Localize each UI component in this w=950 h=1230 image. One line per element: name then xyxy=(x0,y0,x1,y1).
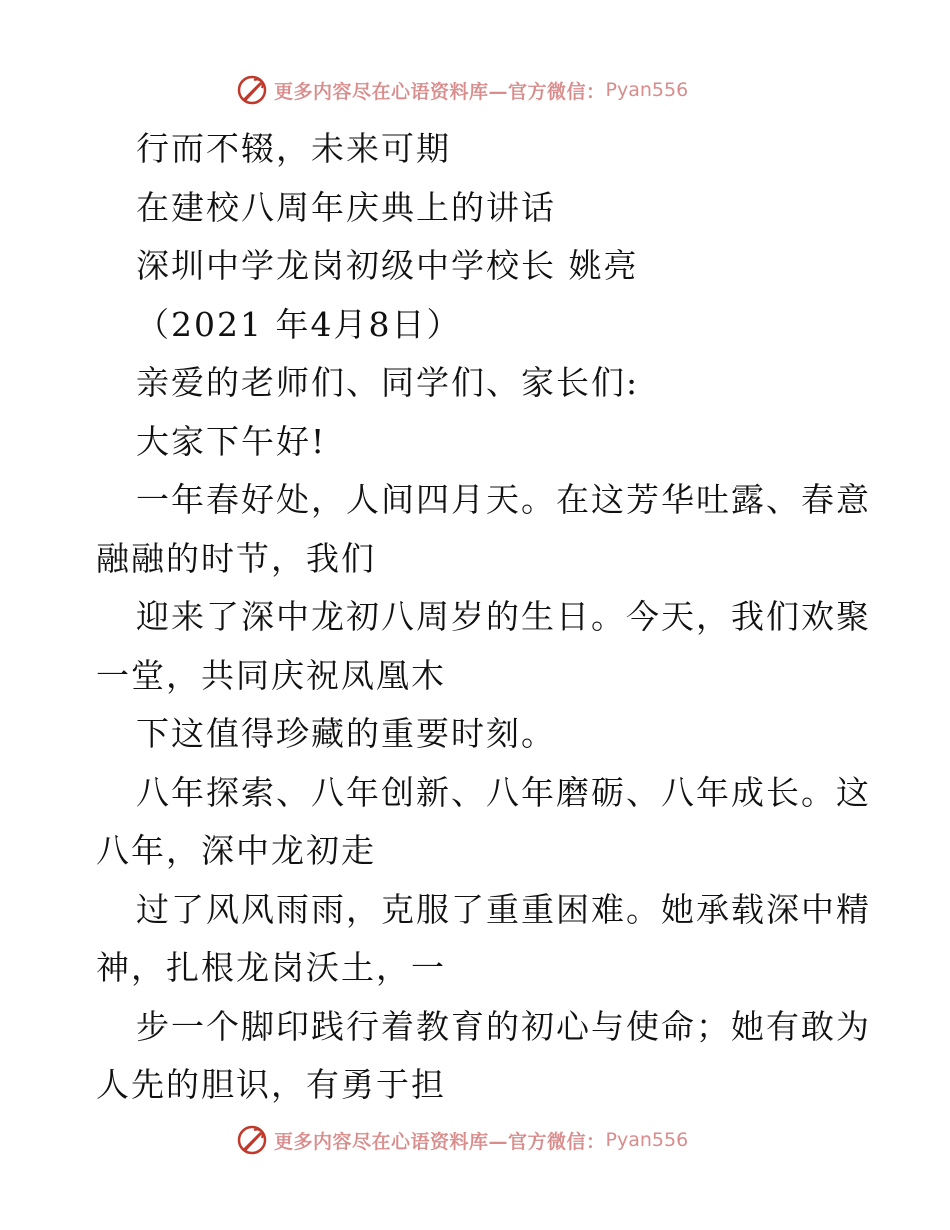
doc-author: 深圳中学龙岗初级中学校长 姚亮 xyxy=(136,246,639,285)
doc-paragraph-line: 八年探索、八年创新、八年磨砺、八年成长。这 xyxy=(136,772,871,812)
doc-date: （2021 年4月8日） xyxy=(136,304,462,344)
quill-logo-icon xyxy=(236,1124,268,1156)
doc-greeting: 亲爱的老师们、同学们、家长们: xyxy=(136,363,640,402)
footer-banner-text: 更多内容尽在心语资料库—官方微信： xyxy=(274,1130,606,1153)
doc-title: 行而不辍，未来可期 xyxy=(136,129,451,168)
doc-paragraph-line: 一年春好处，人间四月天。在这芳华吐露、春意 xyxy=(136,480,871,519)
doc-paragraph-line: 神，扎根龙岗沃土，一 xyxy=(96,948,446,987)
header-banner-text: 更多内容尽在心语资料库—官方微信： xyxy=(274,80,606,103)
doc-paragraph-line: 大家下午好! xyxy=(136,421,327,461)
doc-paragraph-line: 过了风风雨雨，克服了重重困难。她承载深中精 xyxy=(136,889,871,929)
footer-banner xyxy=(236,1122,688,1158)
doc-paragraph-line: 融融的时节，我们 xyxy=(96,538,376,578)
doc-subtitle: 在建校八周年庆典上的讲话 xyxy=(136,187,556,227)
doc-paragraph-line: 步一个脚印践行着教育的初心与使命；她有敢为 xyxy=(136,1006,871,1046)
doc-paragraph-line: 迎来了深中龙初八周岁的生日。今天，我们欢聚 xyxy=(136,597,871,636)
doc-paragraph-line: 一堂，共同庆祝凤凰木 xyxy=(96,655,446,695)
header-banner xyxy=(236,72,688,108)
doc-paragraph-line: 八年，深中龙初走 xyxy=(96,831,376,870)
document-body xyxy=(96,120,871,1115)
quill-logo-icon xyxy=(236,74,268,106)
footer-wechat-id: Pyan556 xyxy=(605,1129,689,1151)
header-wechat-id: Pyan556 xyxy=(605,79,689,101)
doc-paragraph-line: 人先的胆识，有勇于担 xyxy=(96,1065,446,1104)
doc-paragraph-line: 下这值得珍藏的重要时刻。 xyxy=(136,714,556,753)
